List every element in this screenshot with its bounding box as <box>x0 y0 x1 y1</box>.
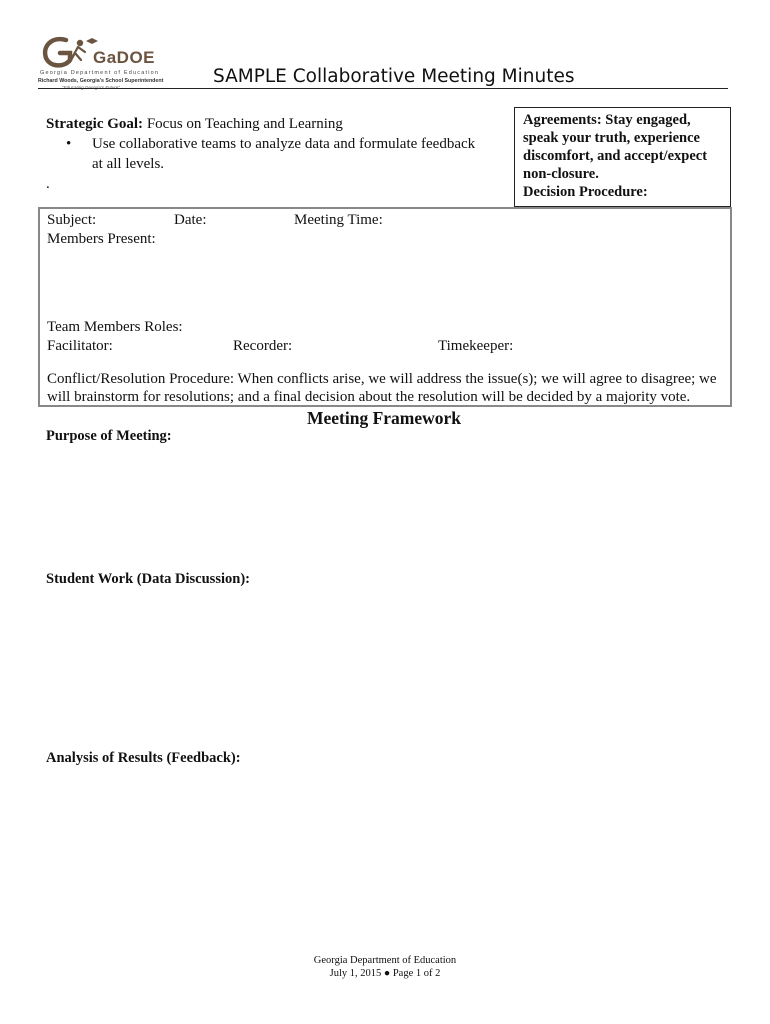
analysis-of-results-heading: Analysis of Results (Feedback): <box>46 750 241 766</box>
strategic-goal <box>46 114 486 194</box>
page-title: SAMPLE Collaborative Meeting Minutes <box>213 66 575 87</box>
strategic-goal-list <box>46 134 486 174</box>
strategic-goal-line <box>46 114 486 134</box>
strategic-goal-label: Strategic Goal: <box>46 116 144 132</box>
meeting-info-box <box>38 207 732 407</box>
logo-department: Georgia Department of Education <box>40 70 160 76</box>
page-footer <box>280 954 490 980</box>
recorder-label: Recorder: <box>233 338 293 354</box>
strategic-goal-text: Focus on Teaching and Learning <box>143 116 343 132</box>
gadoe-logo <box>38 36 173 96</box>
conflict-resolution-text: Conflict/Resolution Procedure: When conflicts arise, we will address the issue(s); we will agree to disagree; we will brainstorm for resolutions; and a final decision about the resolution will be decided by a majority vote. <box>47 371 717 405</box>
bullet-icon: • <box>66 136 72 152</box>
meeting-framework-title: Meeting Framework <box>307 408 462 428</box>
list-item <box>46 134 486 174</box>
strategic-goal-bullet-text: Use collaborative teams to analyze data and formulate feedback at all levels. <box>92 136 476 172</box>
logo-brand: GaDOE <box>93 48 156 67</box>
strategic-goal-trailing: . <box>46 176 50 192</box>
decision-procedure-label: Decision Procedure: <box>523 184 648 200</box>
header-divider <box>38 88 728 89</box>
footer-org: Georgia Department of Education <box>313 955 457 966</box>
members-present-label: Members Present: <box>47 231 156 247</box>
team-roles-label: Team Members Roles: <box>47 319 183 335</box>
footer-date-page: July 1, 2015 ● Page 1 of 2 <box>329 968 441 979</box>
date-label: Date: <box>174 212 207 228</box>
meeting-time-label: Meeting Time: <box>294 212 383 228</box>
agreements-text: Agreements: Stay engaged, speak your truth, experience discomfort, and accept/expect non-closure. <box>523 112 708 182</box>
purpose-of-meeting-heading: Purpose of Meeting: <box>46 428 172 444</box>
logo-motto: "Educating Georgia's Future" <box>62 85 120 90</box>
agreements-box <box>514 107 731 207</box>
student-work-heading: Student Work (Data Discussion): <box>46 571 250 587</box>
timekeeper-label: Timekeeper: <box>438 338 514 354</box>
facilitator-label: Facilitator: <box>47 338 113 354</box>
subject-label: Subject: <box>47 212 97 228</box>
logo-superintendent: Richard Woods, Georgia's School Superintendent <box>38 78 164 84</box>
